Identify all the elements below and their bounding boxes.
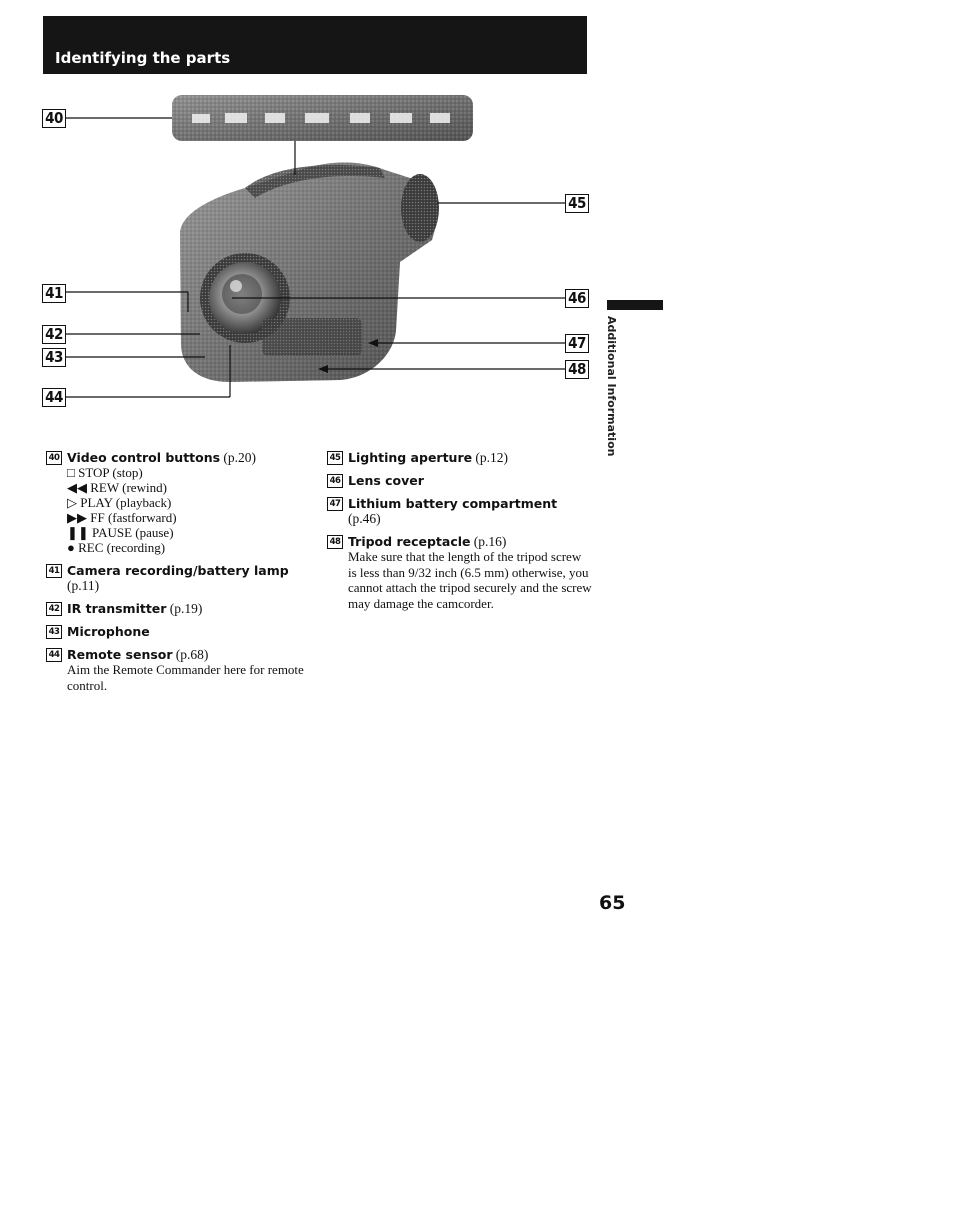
list-item bbox=[46, 563, 316, 593]
subitem-pause: ❚❚ PAUSE (pause) bbox=[67, 525, 174, 540]
item-term: Video control buttons bbox=[67, 450, 221, 465]
section-tab-label: Additional Information bbox=[605, 316, 618, 457]
camcorder-illustration bbox=[0, 0, 954, 440]
item-term: Lens cover bbox=[348, 473, 424, 488]
parts-list-right bbox=[327, 450, 592, 619]
subitem-rec: ● REC (recording) bbox=[67, 540, 166, 555]
item-page-ref: (p.11) bbox=[67, 578, 100, 593]
item-note: Aim the Remote Commander here for remote control. bbox=[67, 662, 304, 693]
list-item bbox=[327, 496, 592, 526]
list-item bbox=[46, 450, 316, 555]
callout-44: 44 bbox=[42, 388, 66, 407]
item-number: 44 bbox=[46, 648, 62, 662]
parts-list-left bbox=[46, 450, 316, 701]
item-number: 40 bbox=[46, 451, 62, 465]
callout-47: 47 bbox=[565, 334, 589, 353]
item-number: 42 bbox=[46, 602, 62, 616]
callout-42: 42 bbox=[42, 325, 66, 344]
page-number: 65 bbox=[599, 892, 626, 914]
item-number: 43 bbox=[46, 625, 62, 639]
callout-45: 45 bbox=[565, 194, 589, 213]
item-number: 47 bbox=[327, 497, 343, 511]
list-item bbox=[46, 647, 316, 693]
callout-48: 48 bbox=[565, 360, 589, 379]
list-item bbox=[327, 450, 592, 465]
camcorder-body bbox=[180, 163, 439, 383]
subitem-play: ▷ PLAY (playback) bbox=[67, 495, 172, 510]
item-note: Make sure that the length of the tripod screw is less than 9/32 inch (6.5 mm) otherwise, you cannot attach the tripod securely and the screw may damage the camcorder. bbox=[348, 549, 592, 611]
item-number: 46 bbox=[327, 474, 343, 488]
item-term: Camera recording/battery lamp bbox=[67, 563, 289, 578]
video-control-strip bbox=[172, 95, 473, 141]
item-term: IR transmitter bbox=[67, 601, 167, 616]
item-number: 45 bbox=[327, 451, 343, 465]
item-term: Lithium battery compartment bbox=[348, 496, 558, 511]
item-number: 41 bbox=[46, 564, 62, 578]
item-page-ref: (p.20) bbox=[223, 450, 256, 465]
subitem-rew: ◀◀ REW (rewind) bbox=[67, 480, 167, 495]
list-item bbox=[327, 534, 592, 611]
callout-41: 41 bbox=[42, 284, 66, 303]
subitem-stop: □ STOP (stop) bbox=[67, 465, 143, 480]
callout-40: 40 bbox=[42, 109, 66, 128]
item-page-ref: (p.68) bbox=[175, 647, 209, 662]
item-page-ref: (p.19) bbox=[169, 601, 203, 616]
callout-43: 43 bbox=[42, 348, 66, 367]
list-item bbox=[327, 473, 592, 488]
item-term: Remote sensor bbox=[67, 647, 173, 662]
item-term: Tripod receptacle bbox=[348, 534, 471, 549]
item-term: Microphone bbox=[67, 624, 150, 639]
item-page-ref: (p.16) bbox=[473, 534, 507, 549]
page-title: Identifying the parts bbox=[55, 49, 231, 67]
item-page-ref: (p.46) bbox=[348, 511, 381, 526]
callout-46: 46 bbox=[565, 289, 589, 308]
section-tab-marker bbox=[607, 300, 663, 310]
subitem-ff: ▶▶ FF (fastforward) bbox=[67, 510, 177, 525]
item-page-ref: (p.12) bbox=[475, 450, 508, 465]
item-term: Lighting aperture bbox=[348, 450, 473, 465]
item-number: 48 bbox=[327, 535, 343, 549]
list-item bbox=[46, 624, 316, 639]
list-item bbox=[46, 601, 316, 616]
